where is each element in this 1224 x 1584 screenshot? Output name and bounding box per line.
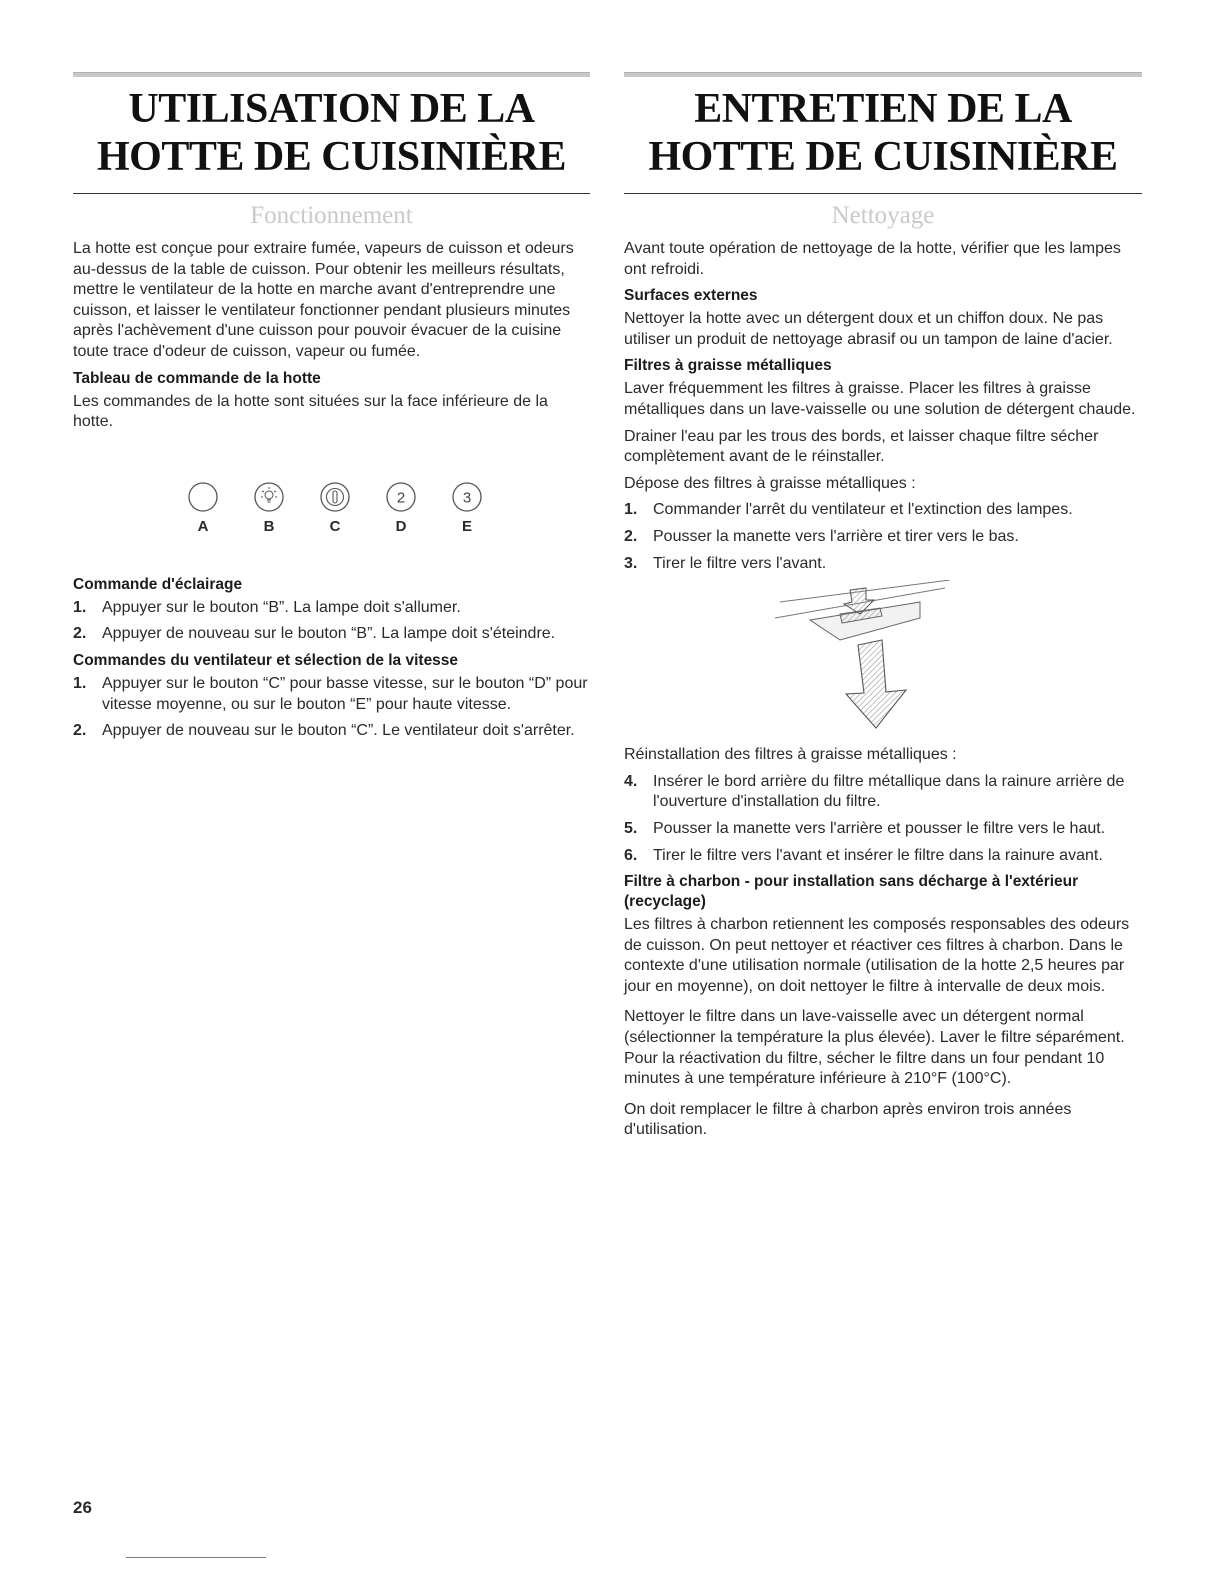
step-number: 1. — [73, 674, 87, 692]
list-item — [73, 721, 590, 742]
step-text: Appuyer de nouveau sur le bouton “C”. Le ventilateur doit s'arrêter. — [102, 722, 575, 740]
subsection-title-nettoyage: Nettoyage — [831, 202, 935, 229]
control-button-c — [302, 480, 368, 535]
speed-2-icon — [384, 480, 418, 514]
right-section-title: ENTRETIEN DE LA HOTTE DE CUISINIÈRE — [648, 86, 1118, 180]
step-text: Insérer le bord arrière du filtre métallique dans la rainure arrière de l'ouverture d'installation du filtre. — [653, 772, 1125, 811]
light-control-heading: Commande d'éclairage — [73, 575, 243, 593]
power-off-icon — [186, 480, 220, 514]
control-letter: A — [197, 517, 209, 535]
list-item — [624, 819, 1142, 840]
charcoal-replacement-text: On doit remplacer le filtre à charbon après environ trois années d'utilisation. — [624, 1100, 1072, 1139]
speed-2-label: 2 — [396, 489, 406, 507]
intro-paragraph: La hotte est conçue pour extraire fumée, vapeurs de cuisson et odeurs au-dessus de la table de cuisson. Pour obtenir les meilleurs résultats, mettre le ventilateur de la hotte en marche avant d'entreprendre une cuisson, et laisser le ventilateur fonctionner pendant plusieurs minutes après l'achèvement d'une cuisson pour pouvoir évacuer de la cuisine toute trace d'odeur de cuisson, vapeur ou fumée. — [73, 240, 574, 360]
filter-removal-illustration — [770, 580, 1142, 735]
control-letter: B — [263, 517, 275, 535]
step-text: Tirer le filtre vers l'avant. — [653, 554, 827, 572]
reinstall-steps — [624, 772, 1142, 866]
grease-filters-text: Laver fréquemment les filtres à graisse. Placer les filtres à graisse métalliques dans un lave-vaisselle ou une solution de détergent chaude. — [624, 380, 1136, 418]
control-button-d — [368, 480, 434, 535]
external-surfaces-text: Nettoyer la hotte avec un détergent doux et un chiffon doux. Ne pas utiliser un produit de nettoyage abrasif ou un tampon de laine d'acier. — [624, 310, 1113, 348]
removal-steps — [624, 500, 1142, 574]
grease-filters-drain-text: Drainer l'eau par les trous des bords, et laisser chaque filtre sécher complètement avant de le réinstaller. — [624, 427, 1099, 466]
external-surfaces-heading: Surfaces externes — [624, 287, 758, 305]
control-table-heading: Tableau de commande de la hotte — [73, 369, 321, 387]
left-column — [73, 72, 590, 748]
filter-removal-diagram — [770, 580, 970, 730]
step-text: Appuyer sur le bouton “C” pour basse vitesse, sur le bouton “D” pour vitesse moyenne, ou sur le bouton “E” pour haute vitesse. — [102, 674, 588, 713]
step-text: Pousser la manette vers l'arrière et tirer vers le bas. — [653, 527, 1019, 545]
control-letter: E — [461, 517, 472, 535]
step-text: Tirer le filtre vers l'avant et insérer le filtre dans la rainure avant. — [653, 846, 1103, 864]
right-column — [624, 72, 1142, 1147]
list-item — [73, 624, 590, 645]
list-item — [624, 527, 1142, 548]
step-number: 1. — [73, 598, 87, 616]
list-item — [624, 846, 1142, 867]
step-number: 2. — [73, 722, 87, 740]
speed-3-label: 3 — [462, 489, 472, 507]
fan-control-heading: Commandes du ventilateur et sélection de la vitesse — [73, 651, 459, 669]
control-letter: D — [395, 517, 407, 535]
control-button-a — [170, 480, 236, 535]
title-divider — [73, 193, 590, 194]
list-item — [73, 598, 590, 619]
cleaning-intro: Avant toute opération de nettoyage de la hotte, vérifier que les lampes ont refroidi. — [624, 240, 1121, 278]
grease-filters-heading: Filtres à graisse métalliques — [624, 357, 832, 375]
bottom-rule — [126, 1557, 266, 1558]
list-item — [624, 772, 1142, 813]
step-text: Pousser la manette vers l'arrière et pousser le filtre vers le haut. — [653, 819, 1106, 837]
subsection-title-fonctionnement: Fonctionnement — [250, 202, 413, 229]
page-number: 26 — [73, 1498, 92, 1517]
control-letter: C — [329, 517, 341, 535]
removal-intro: Dépose des filtres à graisse métalliques : — [624, 474, 916, 492]
step-number: 6. — [624, 846, 638, 864]
list-item — [624, 554, 1142, 575]
step-number: 5. — [624, 819, 638, 837]
control-button-b — [236, 480, 302, 535]
list-item — [73, 674, 590, 715]
charcoal-filter-text: Les filtres à charbon retiennent les composés responsables des odeurs de cuisson. On peut nettoyer et réactiver ces filtres à charbon. Dans le contexte d'une utilisation normale (utilisation de la hotte 2,5 heures par jour en moyenne), on doit nettoyer le filtre à intervalle de deux mois. — [624, 916, 1130, 995]
charcoal-cleaning-text: Nettoyer le filtre dans un lave-vaisselle avec un détergent normal (sélectionner la température la plus élevée). Laver le filtre séparément. Pour la réactivation du filtre, sécher le filtre dans un four pendant 10 minutes à une température inférieure à 210°F (100°C). — [624, 1008, 1125, 1088]
control-table-text: Les commandes de la hotte sont situées sur la face inférieure de la hotte. — [73, 392, 548, 431]
reinstall-intro: Réinstallation des filtres à graisse métalliques : — [624, 746, 957, 764]
control-button-e — [434, 480, 500, 535]
step-text: Commander l'arrêt du ventilateur et l'extinction des lampes. — [653, 501, 1073, 519]
fan-control-steps — [73, 674, 590, 742]
step-number: 2. — [73, 625, 87, 643]
top-rule — [624, 72, 1142, 77]
light-control-steps — [73, 598, 590, 645]
step-number: 3. — [624, 554, 638, 572]
light-bulb-icon — [252, 480, 286, 514]
speed-3-icon — [450, 480, 484, 514]
step-text: Appuyer de nouveau sur le bouton “B”. La lampe doit s'éteindre. — [102, 625, 556, 643]
left-section-title: UTILISATION DE LA HOTTE DE CUISINIÈRE — [97, 86, 566, 180]
step-number: 2. — [624, 527, 638, 545]
control-panel-diagram — [170, 480, 590, 535]
title-divider — [624, 193, 1142, 194]
fan-power-icon — [318, 480, 352, 514]
step-text: Appuyer sur le bouton “B”. La lampe doit s'allumer. — [102, 598, 461, 616]
top-rule — [73, 72, 590, 77]
step-number: 1. — [624, 501, 638, 519]
step-number: 4. — [624, 772, 638, 790]
list-item — [624, 500, 1142, 521]
charcoal-filter-heading: Filtre à charbon - pour installation sans décharge à l'extérieur (recyclage) — [624, 873, 1079, 911]
